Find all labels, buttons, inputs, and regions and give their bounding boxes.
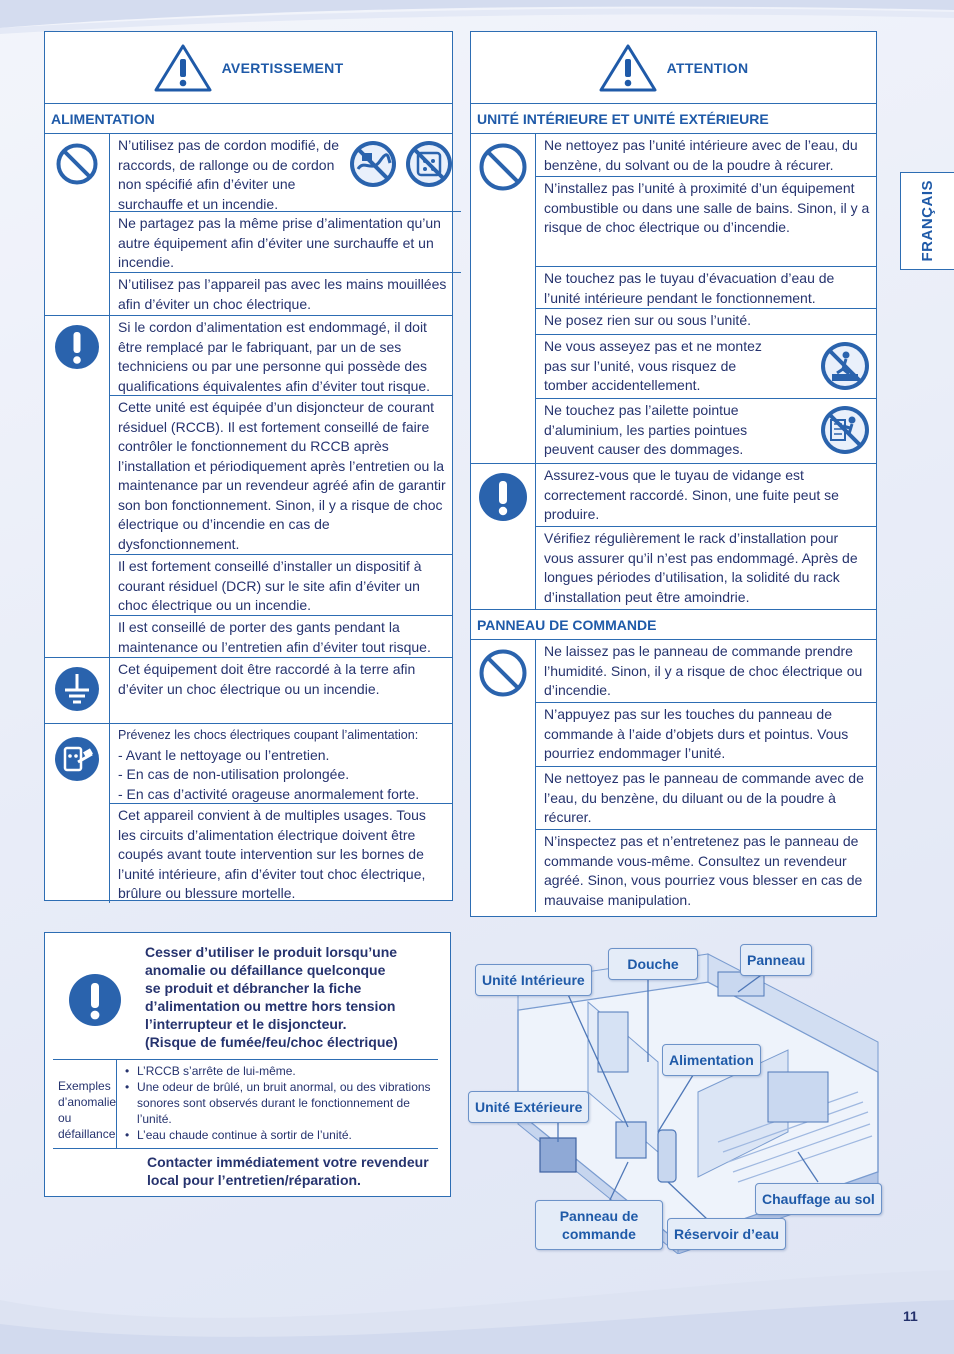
attention-group-prohibited <box>471 134 876 464</box>
list-item: • Une odeur de brûlé, un bruit anormal, ou des vibrations sonores sont observés durant le fonctionnement de l’unité. <box>125 1079 438 1127</box>
attention-row: Ne nettoyez pas l’unité intérieure avec de l’eau, du benzène, du solvant ou de la poudre à récurer. <box>536 134 876 177</box>
label-control-panel: Panneau de commande <box>535 1200 663 1250</box>
prohibition-icon <box>478 142 528 192</box>
attention-row: N’installez pas l’unité à proximité d’un équipement combustible ou dans une salle de bains. Sinon, il y a risque de choc électrique ou d’incendie. <box>536 177 876 267</box>
language-tab: FRANÇAIS <box>900 172 954 270</box>
section-title-control-panel: PANNEAU DE COMMANDE <box>471 610 876 640</box>
warning-row: N’utilisez pas de cordon modifié, de raccords, de rallonge ou de cordon non spécifié afin d’éviter une surchauffe et un incendie. <box>110 134 461 212</box>
attention-row: Ne touchez pas l’ailette pointue d’aluminium, les parties pointues peuvent causer des dommages. <box>536 399 876 463</box>
warning-group-prohibited <box>45 134 452 316</box>
label-indoor-unit: Unité Intérieure <box>475 964 592 996</box>
label-water-tank: Réservoir d’eau <box>667 1218 786 1250</box>
section-title-indoor-outdoor: UNITÉ INTÉRIEURE ET UNITÉ EXTÉRIEURE <box>471 104 876 134</box>
examples-list <box>117 1060 438 1148</box>
examples-label: Exemples d’anomalie ou défaillance <box>53 1060 117 1148</box>
attention-row: Ne laissez pas le panneau de commande prendre l’humidité. Sinon, il y a risque de choc électrique ou d’incendie. <box>536 640 876 703</box>
no-touch-fin-icon <box>819 404 871 456</box>
installation-illustration <box>468 942 888 1254</box>
decorative-swoosh-bottom <box>0 1240 954 1354</box>
warning-header <box>45 32 452 104</box>
label-shower: Douche <box>608 948 698 980</box>
warning-panel <box>44 31 453 901</box>
warning-row: Cette unité est équipée d’un disjoncteur de courant résiduel (RCCB). Il est fortement conseillé de faire contrôler le fonctionnement du RCCB après l’installation et périodiquement après l’entretien ou la maintenance par un revendeur agréé afin de garantir son bon fonctionnement. Sinon, il y a risque de choc électrique ou d’incendie en cas de dysfonctionnement. <box>110 396 452 555</box>
contact-dealer-message: Contacter immédiatement votre revendeur local pour l’entretien/réparation. <box>147 1154 429 1188</box>
prohibition-icon <box>55 142 99 186</box>
attention-row: Vérifiez régulièrement le rack d’installation pour vous assurer qu’il n’est pas endommagé. Après de longues périodes d’utilisation, la solidité du rack d’installation peut être amoindrie. <box>544 530 858 605</box>
attention-row: Assurez-vous que le tuyau de vidange est correctement raccordé. Sinon, une fuite peut se produire. <box>536 464 876 527</box>
no-shared-outlet-icon <box>404 139 454 189</box>
mandatory-exclamation-icon <box>68 973 122 1027</box>
warning-row: Cet appareil convient à de multiples usages. Tous les circuits d’alimentation électrique doivent être coupés avant toute intervention sur les bornes de l’unité intérieure, afin d’éviter tout choc électrique, brûlure ou blessure mortelle. <box>118 807 426 901</box>
examples-table <box>53 1059 438 1149</box>
list-item: • L’RCCB s’arrête de lui-même. <box>125 1063 438 1079</box>
attention-title: ATTENTION <box>666 59 749 76</box>
caution-triangle-icon <box>599 43 657 93</box>
warning-row: Si le cordon d’alimentation est endommagé, il doit être remplacé par le fabriquant, par un de ses techniciens ou par une personne qui possède des qualifications équivalentes afin d’éviter tout risque. <box>110 316 452 396</box>
list-item: • L’eau chaude continue à sortir de l’unité. <box>125 1127 438 1143</box>
stop-use-message: Cesser d’utiliser le produit lorsqu’une anomalie ou défaillance quelconque se produit et débrancher la fiche d’alimentation ou mettre hors tension l’interrupteur et le disjoncteur. (Risque de fumée/feu/choc électrique) <box>145 944 398 1050</box>
attention-row: Ne touchez pas le tuyau d’évacuation d’eau de l’unité intérieure pendant le fonctionnement. <box>536 267 876 309</box>
attention-group-control-panel <box>471 640 876 912</box>
label-panel: Panneau <box>740 944 812 976</box>
label-floor-heating: Chauffage au sol <box>755 1183 882 1215</box>
warning-title: AVERTISSEMENT <box>221 59 344 76</box>
no-modified-cord-icon <box>348 139 398 189</box>
warning-row: Il est conseillé de porter des gants pendant la maintenance ou l’entretien afin d’éviter tout risque. <box>118 619 431 655</box>
warning-group-ground <box>45 658 452 724</box>
ground-earth-icon <box>54 666 100 712</box>
prohibition-icon <box>478 648 528 698</box>
no-climbing-icon <box>819 340 871 392</box>
page-number: 11 <box>903 1308 918 1324</box>
warning-group-mandatory <box>45 316 452 658</box>
warning-row: Cet équipement doit être raccordé à la terre afin d’éviter un choc électrique ou un incendie. <box>118 661 416 697</box>
warning-group-unplug <box>45 724 452 903</box>
attention-group-mandatory <box>471 464 876 610</box>
attention-row: Ne posez rien sur ou sous l’unité. <box>536 309 876 335</box>
attention-header <box>471 32 876 104</box>
attention-row: N’inspectez pas et n’entretenez pas le panneau de commande vous-même. Consultez un revendeur agréé. Sinon, vous pourriez vous blesser en cas de mauvaise manipulation. <box>544 833 863 908</box>
warning-row: Ne partagez pas la même prise d’alimentation qu’un autre équipement afin d’éviter une surchauffe et un incendie. <box>110 212 461 273</box>
label-outdoor-unit: Unité Extérieure <box>468 1091 589 1123</box>
attention-row: N’appuyez pas sur les touches du panneau de commande à l’aide d’objets durs et pointus. Vous pourriez endommager l’unité. <box>536 703 876 767</box>
attention-row: Ne nettoyez pas le panneau de commande avec de l’eau, du benzène, du diluant ou de la poudre à récurer. <box>536 767 876 830</box>
warning-row: N’utilisez pas l’appareil pas avec les mains mouillées afin d’éviter un choc électrique. <box>118 276 447 312</box>
warning-triangle-icon <box>154 43 212 93</box>
attention-panel <box>470 31 877 917</box>
warning-row: Prévenez les chocs électriques coupant l’alimentation: - Avant le nettoyage ou l’entretien. - En cas de non-utilisation prolongée. - En cas d’activité orageuse anormalement forte. <box>110 724 452 804</box>
label-power-supply: Alimentation <box>662 1044 761 1076</box>
mandatory-exclamation-icon <box>54 324 100 370</box>
section-title-power-supply: ALIMENTATION <box>45 104 452 134</box>
unplug-icon <box>54 736 100 782</box>
warning-row: Il est fortement conseillé d’installer un dispositif à courant résiduel (DCR) sur le site afin d’éviter un choc électrique ou un incendie. <box>110 555 452 616</box>
stop-use-notice <box>44 932 451 1197</box>
mandatory-exclamation-icon <box>478 472 528 522</box>
attention-row: Ne vous asseyez pas et ne montez pas sur l’unité, vous risquez de tomber accidentellement. <box>536 335 876 399</box>
